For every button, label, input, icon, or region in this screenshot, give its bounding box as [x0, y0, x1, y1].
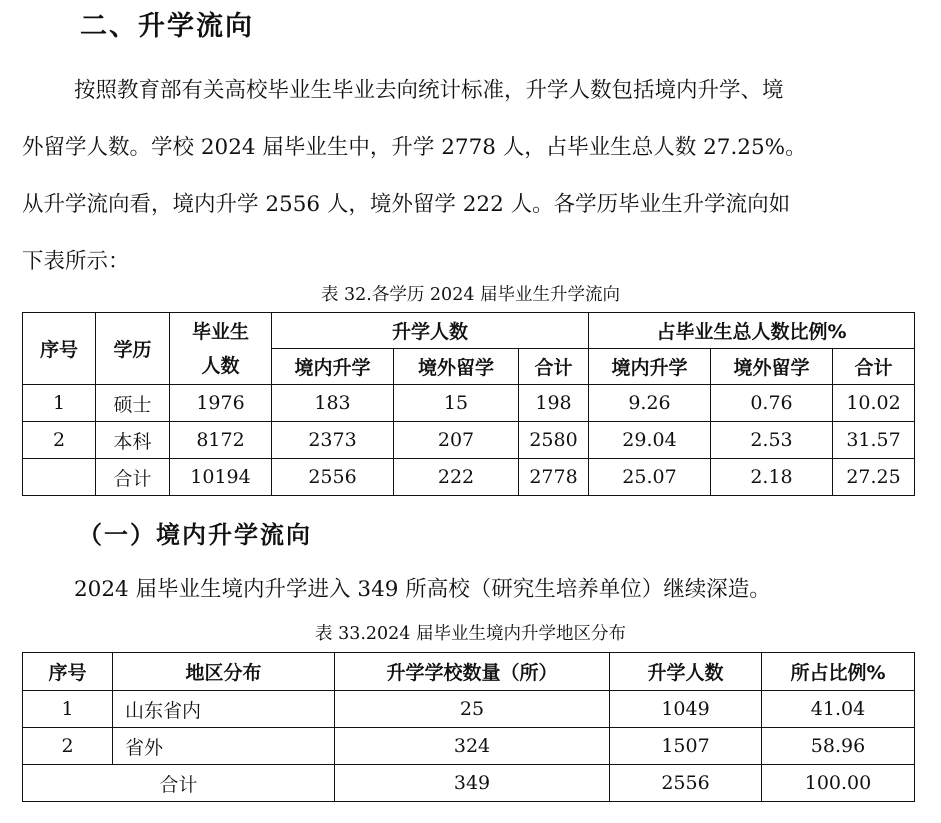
cell-schools: 324 [335, 728, 610, 765]
cell-total: 198 [519, 385, 589, 422]
cell-abroad: 222 [394, 459, 519, 496]
header-graduates [170, 313, 272, 385]
cell-graduates: 10194 [170, 459, 272, 496]
header-people: 升学人数 [610, 653, 762, 691]
cell-graduates: 1976 [170, 385, 272, 422]
cell-ratio: 58.96 [762, 728, 915, 765]
header-ratio: 所占比例% [762, 653, 915, 691]
subsection-title: （一）境内升学流向 [78, 521, 312, 549]
cell-degree: 合计 [96, 459, 170, 496]
cell-degree: 硕士 [96, 385, 170, 422]
header-domestic: 境内升学 [272, 349, 394, 385]
table-total-row [23, 765, 915, 802]
intro-line: 下表所示： [22, 249, 130, 274]
cell-region: 省外 [113, 728, 335, 765]
header-no: 序号 [23, 653, 113, 691]
table-row [23, 422, 915, 459]
table-row [23, 728, 915, 765]
cell-domestic: 2373 [272, 422, 394, 459]
cell-ratio-abroad: 0.76 [711, 385, 833, 422]
table-total-row [23, 459, 915, 496]
cell-ratio-abroad: 2.53 [711, 422, 833, 459]
cell-total: 2778 [519, 459, 589, 496]
cell-ratio-domestic: 25.07 [589, 459, 711, 496]
section-title: 二、升学流向 [80, 11, 254, 42]
intro-line: 按照教育部有关高校毕业生毕业去向统计标准，升学人数包括境内升学、境 [74, 78, 784, 103]
cell-ratio-total: 31.57 [833, 422, 915, 459]
cell-domestic: 183 [272, 385, 394, 422]
table-graduate-further-study [22, 312, 915, 496]
cell-ratio-domestic: 29.04 [589, 422, 711, 459]
cell-graduates: 8172 [170, 422, 272, 459]
header-region: 地区分布 [113, 653, 335, 691]
cell-ratio: 100.00 [762, 765, 915, 802]
cell-ratio-domestic: 9.26 [589, 385, 711, 422]
table2-caption: 表 33.2024 届毕业生境内升学地区分布 [315, 624, 626, 644]
table-row [23, 691, 915, 728]
cell-domestic: 2556 [272, 459, 394, 496]
cell-no: 1 [23, 691, 113, 728]
cell-no: 2 [23, 422, 96, 459]
header-ratio-domestic: 境内升学 [589, 349, 711, 385]
cell-no [23, 459, 96, 496]
subsection-paragraph: 2024 届毕业生境内升学进入 349 所高校（研究生培养单位）继续深造。 [74, 577, 771, 602]
intro-line: 从升学流向看，境内升学 2556 人，境外留学 222 人。各学历毕业生升学流向如 [22, 192, 791, 217]
header-further-study: 升学人数 [272, 313, 589, 349]
header-ratio-total: 合计 [833, 349, 915, 385]
cell-region: 山东省内 [113, 691, 335, 728]
header-no: 序号 [23, 313, 96, 385]
header-schools: 升学学校数量（所） [335, 653, 610, 691]
cell-total-label: 合计 [23, 765, 335, 802]
intro-line: 外留学人数。学校 2024 届毕业生中，升学 2778 人，占毕业生总人数 27.25%。 [22, 135, 807, 160]
header-abroad: 境外留学 [394, 349, 519, 385]
cell-abroad: 15 [394, 385, 519, 422]
cell-schools: 349 [335, 765, 610, 802]
table-domestic-region [22, 652, 915, 802]
cell-degree: 本科 [96, 422, 170, 459]
header-degree: 学历 [96, 313, 170, 385]
intro-paragraph [22, 62, 922, 290]
header-ratio-abroad: 境外留学 [711, 349, 833, 385]
cell-no: 2 [23, 728, 113, 765]
cell-people: 2556 [610, 765, 762, 802]
cell-people: 1049 [610, 691, 762, 728]
header-total: 合计 [519, 349, 589, 385]
header-ratio: 占毕业生总人数比例% [589, 313, 915, 349]
cell-schools: 25 [335, 691, 610, 728]
cell-ratio-abroad: 2.18 [711, 459, 833, 496]
cell-abroad: 207 [394, 422, 519, 459]
cell-ratio: 41.04 [762, 691, 915, 728]
cell-total: 2580 [519, 422, 589, 459]
cell-no: 1 [23, 385, 96, 422]
header-graduates-line2: 人数 [201, 354, 240, 377]
cell-ratio-total: 27.25 [833, 459, 915, 496]
table1-caption: 表 32.各学历 2024 届毕业生升学流向 [320, 285, 621, 305]
cell-people: 1507 [610, 728, 762, 765]
table-row [23, 385, 915, 422]
header-graduates-line1: 毕业生 [191, 320, 249, 343]
cell-ratio-total: 10.02 [833, 385, 915, 422]
